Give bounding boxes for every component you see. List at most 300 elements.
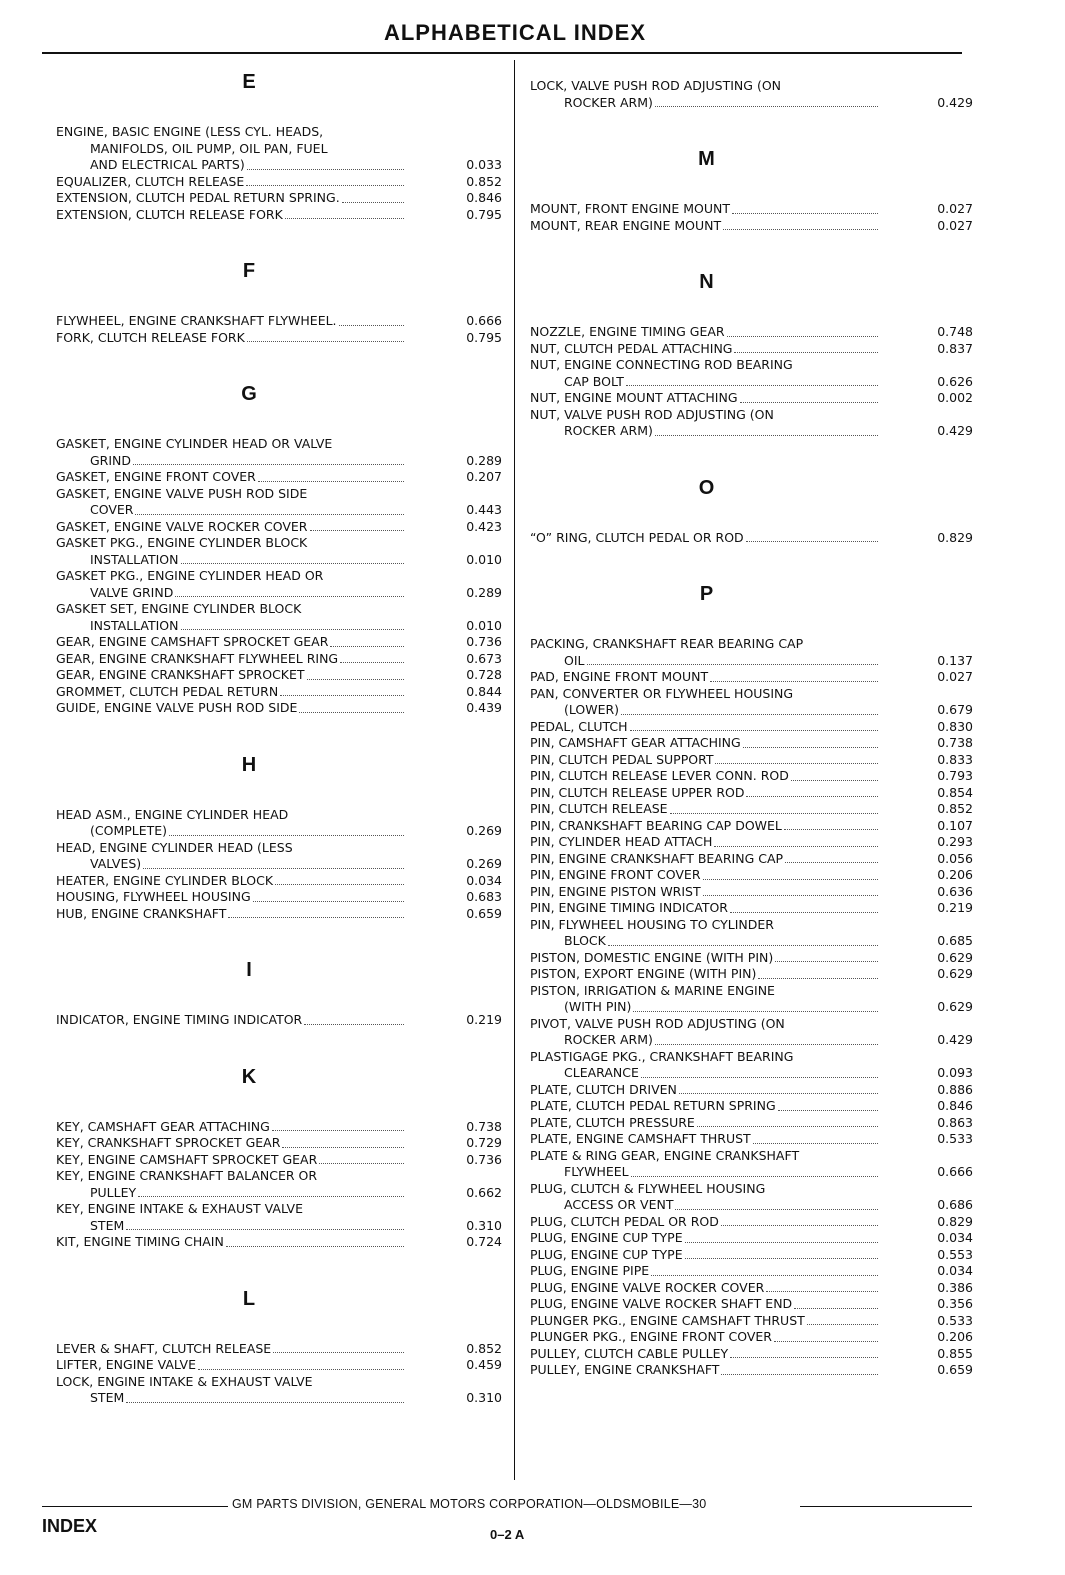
entry-text <box>530 884 880 901</box>
page-reference: 0.356 <box>937 1296 973 1311</box>
entry-text <box>56 1012 406 1029</box>
index-entry <box>530 1016 973 1049</box>
page-reference: 0.310 <box>466 1390 502 1405</box>
index-entry <box>56 651 502 668</box>
dot-leader <box>715 752 878 765</box>
entry-line: PLATE & RING GEAR, ENGINE CRANKSHAFT <box>530 1147 800 1163</box>
page-reference: 0.093 <box>937 1065 973 1080</box>
dot-leader <box>791 768 878 781</box>
dot-leader <box>330 634 404 647</box>
entry-line: HUB, ENGINE CRANKSHAFT <box>56 905 227 921</box>
page-reference: 0.027 <box>937 669 973 684</box>
entry-line: MOUNT, FRONT ENGINE MOUNT <box>530 201 730 216</box>
page-reference: 0.738 <box>937 735 973 750</box>
page-reference: 0.846 <box>466 190 502 205</box>
entry-line: KEY, CAMSHAFT GEAR ATTACHING <box>56 1118 270 1134</box>
entry-text <box>530 1131 880 1148</box>
entry-text <box>56 1168 406 1201</box>
page-reference: 0.027 <box>937 217 973 233</box>
entry-text <box>56 190 406 207</box>
entry-text <box>56 330 406 347</box>
page-reference: 0.837 <box>937 340 973 356</box>
index-entry <box>530 950 973 967</box>
index-entry <box>56 889 502 906</box>
entry-text <box>530 1098 880 1115</box>
dot-leader <box>181 552 405 565</box>
dot-leader <box>721 1362 878 1375</box>
page-reference: 0.852 <box>937 801 973 816</box>
dot-leader <box>740 390 878 403</box>
page-reference: 0.844 <box>466 683 502 699</box>
page-reference: 0.206 <box>937 867 973 882</box>
page-reference: 0.854 <box>937 784 973 800</box>
index-entry <box>530 834 973 851</box>
entry-line: GASKET PKG., ENGINE CYLINDER BLOCK <box>56 535 308 550</box>
index-entry <box>530 983 973 1016</box>
entry-text <box>530 1148 880 1181</box>
page-reference: 0.846 <box>937 1098 973 1113</box>
index-entry <box>530 1230 973 1247</box>
dot-leader <box>703 884 878 897</box>
page-reference: 0.459 <box>466 1357 502 1372</box>
entry-text <box>530 1296 880 1313</box>
dot-leader <box>319 1152 404 1165</box>
entry-text <box>530 1346 880 1363</box>
entry-line: CLEARANCE <box>564 1065 639 1080</box>
dot-leader <box>226 1234 404 1247</box>
page-reference: 0.293 <box>937 834 973 849</box>
entry-line: FORK, CLUTCH RELEASE FORK <box>56 329 245 345</box>
page-reference: 0.429 <box>937 1032 973 1047</box>
page-reference: 0.673 <box>466 650 502 666</box>
dot-leader <box>723 218 878 231</box>
dot-leader <box>807 1313 878 1326</box>
page-reference: 0.206 <box>937 1329 973 1344</box>
page-reference: 0.629 <box>937 999 973 1014</box>
right-column <box>530 60 973 1405</box>
entry-line: LIFTER, ENGINE VALVE <box>56 1357 196 1372</box>
index-entry <box>530 1247 973 1264</box>
entry-line: KEY, CRANKSHAFT SPROCKET GEAR <box>56 1135 281 1150</box>
entry-line: PLATE, ENGINE CAMSHAFT THRUST <box>530 1131 751 1146</box>
entry-text <box>56 486 406 519</box>
entry-line: PIN, CRANKSHAFT BEARING CAP DOWEL <box>530 817 782 833</box>
entry-line: GEAR, ENGINE CRANKSHAFT FLYWHEEL RING <box>56 650 339 666</box>
page-reference: 0.443 <box>466 502 502 517</box>
dot-leader <box>785 851 878 864</box>
dot-leader <box>587 653 879 666</box>
page-reference: 0.034 <box>937 1263 973 1278</box>
entry-line: VALVE GRIND <box>90 584 174 600</box>
dot-leader <box>280 684 404 697</box>
dot-leader <box>703 867 878 880</box>
dot-leader <box>307 667 404 680</box>
page-reference: 0.137 <box>937 652 973 668</box>
entry-line: LEVER & SHAFT, CLUTCH RELEASE <box>56 1340 272 1356</box>
entry-text <box>530 1115 880 1132</box>
dot-leader <box>778 1098 878 1111</box>
index-section <box>56 259 502 372</box>
entry-line: KIT, ENGINE TIMING CHAIN <box>56 1234 224 1249</box>
index-entry <box>530 1329 973 1346</box>
page-reference: 0.219 <box>466 1012 502 1027</box>
page-number: 0–2 A <box>490 1527 525 1542</box>
index-section <box>530 476 973 573</box>
entry-text <box>56 124 406 174</box>
index-entry <box>56 807 502 840</box>
page-reference: 0.795 <box>466 329 502 345</box>
entry-text <box>530 357 880 390</box>
entry-text <box>530 407 880 440</box>
index-entry <box>56 1357 502 1374</box>
index-entry <box>56 535 502 568</box>
entry-text <box>56 1357 406 1374</box>
page-reference: 0.289 <box>466 584 502 600</box>
entry-line: PISTON, DOMESTIC ENGINE (WITH PIN) <box>530 949 774 965</box>
entry-line: EQUALIZER, CLUTCH RELEASE <box>56 173 245 189</box>
page-reference: 0.010 <box>466 617 502 633</box>
dot-leader <box>746 530 878 543</box>
page-reference: 0.830 <box>937 718 973 734</box>
column-divider <box>514 60 515 1480</box>
dot-leader <box>631 1164 878 1177</box>
entry-line: INSTALLATION <box>90 551 179 567</box>
entry-line: HEATER, ENGINE CYLINDER BLOCK <box>56 872 274 888</box>
entry-text <box>56 1152 406 1169</box>
index-entry <box>530 1098 973 1115</box>
index-entry <box>56 190 502 207</box>
entry-text <box>530 341 880 358</box>
dot-leader <box>621 702 878 715</box>
page-reference: 0.666 <box>937 1164 973 1179</box>
index-entry <box>530 1280 973 1297</box>
index-entry <box>56 486 502 519</box>
page-reference: 0.289 <box>466 452 502 468</box>
entry-line: GEAR, ENGINE CAMSHAFT SPROCKET GEAR <box>56 634 329 649</box>
entry-line: (COMPLETE) <box>90 823 168 838</box>
index-entry <box>530 867 973 884</box>
entry-line: PIN, CLUTCH PEDAL SUPPORT <box>530 751 714 767</box>
index-entry <box>56 124 502 174</box>
dot-leader <box>126 1218 404 1231</box>
section-letter: P <box>699 583 714 605</box>
page-reference: 0.423 <box>466 518 502 534</box>
entry-text <box>530 78 880 111</box>
index-entry <box>530 201 973 218</box>
dot-leader <box>697 1115 878 1128</box>
entry-line: NUT, ENGINE MOUNT ATTACHING <box>530 390 738 405</box>
entry-text <box>56 873 406 890</box>
page-reference: 0.852 <box>466 1340 502 1356</box>
index-entry <box>56 469 502 486</box>
dot-leader <box>730 1346 878 1359</box>
entry-text <box>56 469 406 486</box>
index-entry <box>56 634 502 651</box>
entry-line: ROCKER ARM) <box>564 94 653 110</box>
page-reference: 0.439 <box>466 700 502 715</box>
entry-line: MOUNT, REAR ENGINE MOUNT <box>530 217 722 233</box>
entry-line: KEY, ENGINE CRANKSHAFT BALANCER OR <box>56 1168 318 1183</box>
entry-line: MANIFOLDS, OIL PUMP, OIL PAN, FUEL <box>90 140 328 156</box>
page-reference: 0.010 <box>466 551 502 567</box>
page-reference: 0.553 <box>937 1246 973 1262</box>
index-entry <box>56 1168 502 1201</box>
footer-rule-left <box>42 1506 228 1507</box>
page-reference: 0.034 <box>937 1230 973 1245</box>
entry-text <box>530 530 880 547</box>
entry-text <box>530 1280 880 1297</box>
dot-leader <box>714 834 878 847</box>
page-reference: 0.793 <box>937 768 973 783</box>
entry-text <box>56 684 406 701</box>
index-entry <box>530 669 973 686</box>
entry-line: GASKET, ENGINE CYLINDER HEAD OR VALVE <box>56 436 333 451</box>
index-section <box>56 1287 502 1433</box>
entry-text <box>56 634 406 651</box>
index-entry <box>56 1119 502 1136</box>
index-section <box>56 958 502 1055</box>
dot-leader <box>285 207 404 220</box>
dot-leader <box>275 873 404 886</box>
page-title: ALPHABETICAL INDEX <box>383 20 647 45</box>
dot-leader <box>670 801 878 814</box>
entry-text <box>56 1201 406 1234</box>
page-reference: 0.738 <box>466 1118 502 1134</box>
entry-line: PIN, CLUTCH RELEASE UPPER ROD <box>530 784 745 800</box>
page-reference: 0.666 <box>466 313 502 328</box>
entry-text <box>530 719 880 736</box>
dot-leader <box>246 174 404 187</box>
footer-rule-right <box>800 1506 972 1507</box>
index-entry <box>56 700 502 717</box>
entry-text <box>530 917 880 950</box>
dot-leader <box>655 95 878 108</box>
entry-text <box>56 436 406 469</box>
page-reference: 0.795 <box>466 206 502 222</box>
entry-text <box>530 900 880 917</box>
entry-text <box>530 686 880 719</box>
entry-line: “O” RING, CLUTCH PEDAL OR ROD <box>530 529 744 545</box>
index-section <box>56 70 502 249</box>
index-entry <box>56 840 502 873</box>
entry-text <box>56 174 406 191</box>
section-letter: E <box>242 71 256 93</box>
page-reference: 0.626 <box>937 373 973 389</box>
entry-line: PLATE, CLUTCH DRIVEN <box>530 1081 677 1097</box>
entry-line: GRIND <box>90 452 132 468</box>
entry-text <box>530 1247 880 1264</box>
index-entry <box>56 873 502 890</box>
entry-text <box>530 983 880 1016</box>
entry-text <box>530 867 880 884</box>
index-entry <box>530 917 973 950</box>
index-entry <box>530 1362 973 1379</box>
entry-line: PIVOT, VALVE PUSH ROD ADJUSTING (ON <box>530 1015 785 1031</box>
index-entry <box>56 207 502 224</box>
page-reference: 0.429 <box>937 423 973 438</box>
dot-leader <box>258 469 404 482</box>
entry-text <box>530 1082 880 1099</box>
dot-leader <box>273 1341 404 1354</box>
entry-text <box>530 818 880 835</box>
dot-leader <box>710 669 878 682</box>
entry-line: PLUG, CLUTCH & FLYWHEEL HOUSING <box>530 1180 766 1196</box>
dot-leader <box>633 999 878 1012</box>
index-entry <box>530 1214 973 1231</box>
entry-text <box>530 201 880 218</box>
index-entry <box>530 78 973 111</box>
entry-line: BLOCK <box>564 933 606 948</box>
dot-leader <box>675 1197 878 1210</box>
dot-leader <box>626 374 878 387</box>
entry-line: GASKET, ENGINE VALVE PUSH ROD SIDE <box>56 485 308 501</box>
entry-text <box>530 851 880 868</box>
index-entry <box>530 768 973 785</box>
dot-leader <box>299 700 404 713</box>
entry-line: ROCKER ARM) <box>564 1032 653 1047</box>
entry-text <box>530 1016 880 1049</box>
dot-leader <box>304 1012 404 1025</box>
index-entry <box>56 330 502 347</box>
entry-text <box>56 519 406 536</box>
dot-leader <box>339 313 404 326</box>
entry-text <box>56 1341 406 1358</box>
entry-line: KEY, ENGINE CAMSHAFT SPROCKET GEAR <box>56 1151 318 1167</box>
dot-leader <box>743 735 878 748</box>
page-reference: 0.033 <box>466 157 502 172</box>
page-reference: 0.533 <box>937 1131 973 1146</box>
index-entry <box>530 530 973 547</box>
index-entry <box>530 1115 973 1132</box>
page-reference: 0.829 <box>937 529 973 545</box>
dot-leader <box>685 1230 878 1243</box>
entry-line: HEAD, ENGINE CYLINDER HEAD (LESS <box>56 839 293 855</box>
entry-line: PIN, ENGINE CRANKSHAFT BEARING CAP <box>530 850 784 866</box>
entry-line: LOCK, VALVE PUSH ROD ADJUSTING (ON <box>530 78 782 93</box>
dot-leader <box>310 519 405 532</box>
entry-line: PAN, CONVERTER OR FLYWHEEL HOUSING <box>530 685 794 701</box>
page-reference: 0.683 <box>466 889 502 904</box>
dot-leader <box>732 201 878 214</box>
index-entry <box>530 1131 973 1148</box>
index-entry <box>530 407 973 440</box>
entry-line: NUT, CLUTCH PEDAL ATTACHING <box>530 340 733 356</box>
dot-leader <box>679 1082 878 1095</box>
page-reference: 0.833 <box>937 751 973 767</box>
dot-leader <box>655 423 878 436</box>
entry-line: STEM <box>90 1390 125 1405</box>
index-entry <box>56 568 502 601</box>
dot-leader <box>247 157 404 170</box>
index-entry <box>56 684 502 701</box>
entry-text <box>530 636 880 669</box>
dot-leader <box>228 906 404 919</box>
dot-leader <box>727 324 878 337</box>
page-reference: 0.855 <box>937 1345 973 1361</box>
entry-line: PULLEY, CLUTCH CABLE PULLEY <box>530 1345 729 1361</box>
page-reference: 0.863 <box>937 1114 973 1130</box>
section-letter: K <box>241 1065 257 1088</box>
dot-leader <box>746 785 878 798</box>
entry-text <box>530 834 880 851</box>
entry-line: GUIDE, ENGINE VALVE PUSH ROD SIDE <box>56 700 298 715</box>
section-letter: M <box>698 148 715 170</box>
index-entry <box>530 636 973 669</box>
page-reference: 0.056 <box>937 850 973 866</box>
left-column <box>56 60 502 1433</box>
dot-leader <box>685 1247 878 1260</box>
dot-leader <box>775 950 878 963</box>
page-reference: 0.002 <box>937 390 973 405</box>
entry-line: COVER <box>90 502 134 517</box>
index-entry <box>56 1341 502 1358</box>
dot-leader <box>133 453 404 466</box>
page-reference: 0.034 <box>466 872 502 888</box>
index-label: INDEX <box>42 1516 98 1536</box>
page-reference: 0.310 <box>466 1217 502 1233</box>
entry-line: PIN, ENGINE FRONT COVER <box>530 867 701 882</box>
entry-line: PLUG, ENGINE CUP TYPE <box>530 1230 683 1245</box>
index-entry <box>530 1263 973 1280</box>
index-entry <box>530 735 973 752</box>
index-section <box>530 270 973 466</box>
entry-line: PIN, ENGINE TIMING INDICATOR <box>530 900 728 915</box>
entry-line: INDICATOR, ENGINE TIMING INDICATOR <box>56 1012 303 1027</box>
entry-text <box>56 535 406 568</box>
index-entry <box>530 686 973 719</box>
dot-leader <box>342 190 404 203</box>
index-section <box>56 753 502 949</box>
entry-line: PLUG, ENGINE VALVE ROCKER SHAFT END <box>530 1296 793 1311</box>
entry-line: GROMMET, CLUTCH PEDAL RETURN <box>56 683 279 699</box>
entry-text <box>56 207 406 224</box>
index-entry <box>56 601 502 634</box>
entry-line: ACCESS OR VENT <box>564 1197 674 1212</box>
index-entry <box>530 218 973 235</box>
index-entry <box>530 390 973 407</box>
page-reference: 0.636 <box>937 883 973 899</box>
entry-line: NOZZLE, ENGINE TIMING GEAR <box>530 324 725 339</box>
page-reference: 0.269 <box>466 823 502 838</box>
entry-text <box>530 735 880 752</box>
index-section <box>530 147 973 260</box>
index-entry <box>530 719 973 736</box>
page-reference: 0.027 <box>937 201 973 216</box>
dot-leader <box>272 1119 404 1132</box>
entry-line: HOUSING, FLYWHEEL HOUSING <box>56 889 251 904</box>
dot-leader <box>730 900 878 913</box>
dot-leader <box>766 1280 878 1293</box>
entry-text <box>56 1135 406 1152</box>
entry-line: PLUNGER PKG., ENGINE FRONT COVER <box>530 1329 772 1344</box>
section-letter: O <box>698 476 715 499</box>
page-reference: 0.207 <box>466 469 502 484</box>
dot-leader <box>126 1390 404 1403</box>
index-entry <box>530 884 973 901</box>
entry-line: PLATE, CLUTCH PEDAL RETURN SPRING <box>530 1098 776 1113</box>
page-reference: 0.729 <box>466 1135 502 1150</box>
page-reference: 0.736 <box>466 1151 502 1167</box>
entry-line: PAD, ENGINE FRONT MOUNT <box>530 669 709 684</box>
entry-text <box>56 807 406 840</box>
entry-line: ENGINE, BASIC ENGINE (LESS CYL. HEADS, <box>56 124 324 139</box>
entry-line: PLUG, ENGINE PIPE <box>530 1263 650 1278</box>
index-entry <box>530 357 973 390</box>
page-reference: 0.386 <box>937 1279 973 1295</box>
entry-text <box>530 324 880 341</box>
entry-line: GASKET SET, ENGINE CYLINDER BLOCK <box>56 601 302 616</box>
entry-line: PLUG, ENGINE CUP TYPE <box>530 1246 683 1262</box>
